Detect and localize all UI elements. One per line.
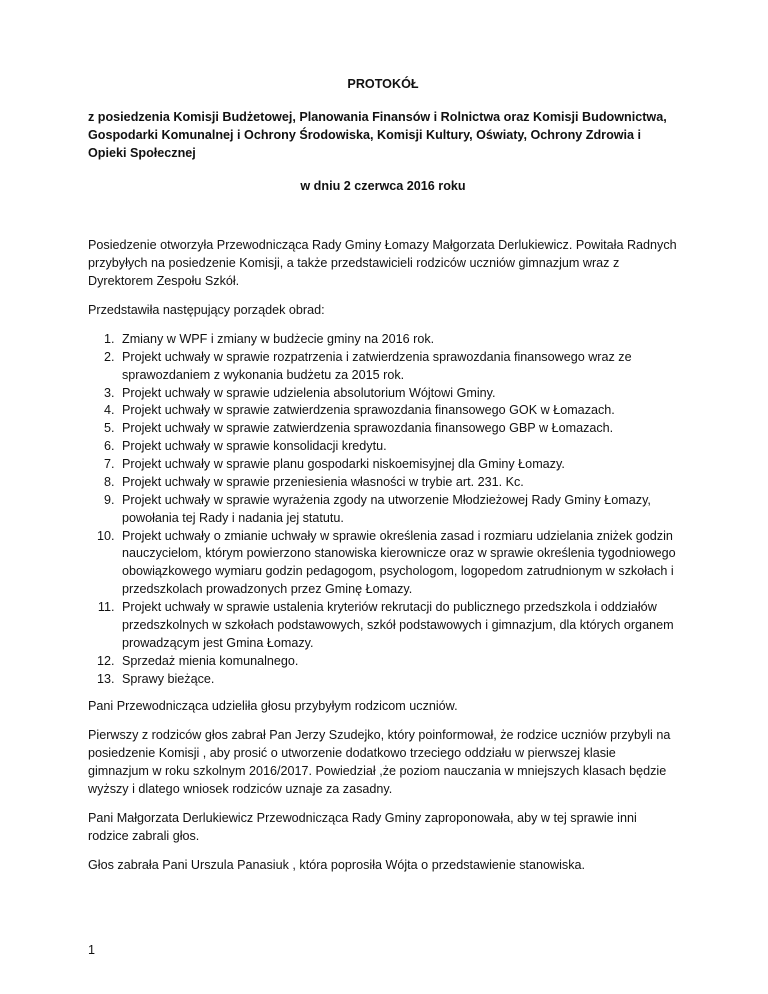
agenda-item: 11. Projekt uchwały w sprawie ustalenia kryteriów rekrutacji do publicznego przedszkola i oddziałów przedszkolnych w szkołach podstawowych, szkół podstawowych i gimnazjum, dla których organem prowadzącym jest Gmina Łomazy. xyxy=(118,599,678,653)
agenda-item: 2. Projekt uchwały w sprawie rozpatrzenia i zatwierdzenia sprawozdania finansowego wraz ze sprawozdaniem z wykonania budżetu za 2015 rok. xyxy=(118,349,678,385)
paragraph-2: Pierwszy z rodziców głos zabrał Pan Jerzy Szudejko, który poinformował, że rodzice uczniów przybyli na posiedzenie Komisji , aby prosić o utworzenie dodatkowo trzeciego oddziału w pierwszej klasie gimnazjum w roku szkolnym 2016/2017. Powiedział ,że poziom nauczania w mniejszych klasach będzie wyższy i dlatego wniosek rodziców uznaje za zasadny. xyxy=(88,728,671,796)
agenda-item: 4. Projekt uchwały w sprawie zatwierdzenia sprawozdania finansowego GOK w Łomazach. xyxy=(118,402,678,420)
intro-paragraph: Posiedzenie otworzyła Przewodnicząca Rady Gminy Łomazy Małgorzata Derlukiewicz. Powitała Radnych przybyłych na posiedzenie Komisji, a także przedstawicieli rodziców uczniów gimnazjum wraz z Dyrektorem Zespołu Szkół. xyxy=(88,238,677,289)
page-number: 1 xyxy=(88,943,96,957)
agenda-item: 6. Projekt uchwały w sprawie konsolidacji kredytu. xyxy=(118,438,678,456)
document-date: w dniu 2 czerwca 2016 roku xyxy=(300,178,466,193)
agenda-item: 8. Projekt uchwały w sprawie przeniesienia własności w trybie art. 231. Kc. xyxy=(118,474,678,492)
paragraph-3: Pani Małgorzata Derlukiewicz Przewodnicząca Rady Gminy zaproponowała, aby w tej sprawie inni rodzice zabrali głos. xyxy=(88,810,637,843)
paragraph-4: Głos zabrała Pani Urszula Panasiuk , która poprosiła Wójta o przedstawienie stanowiska. xyxy=(88,857,585,872)
agenda-item: 1. Zmiany w WPF i zmiany w budżecie gminy na 2016 rok. xyxy=(118,331,678,349)
document-title: PROTOKÓŁ xyxy=(347,77,419,91)
agenda-item: 9. Projekt uchwały w sprawie wyrażenia zgody na utworzenie Młodzieżowej Rady Gminy Łomazy, powołania tej Rady i nadania jej statutu. xyxy=(118,492,678,528)
agenda-item: 7. Projekt uchwały w sprawie planu gospodarki niskoemisyjnej dla Gminy Łomazy. xyxy=(118,456,678,474)
agenda-item: 5. Projekt uchwały w sprawie zatwierdzenia sprawozdania finansowego GBP w Łomazach. xyxy=(118,420,678,438)
agenda-item: 12. Sprzedaż mienia komunalnego. xyxy=(118,653,678,671)
document-body xyxy=(88,76,678,885)
document-subtitle: z posiedzenia Komisji Budżetowej, Planowania Finansów i Rolnictwa oraz Komisji Budownictwa, Gospodarki Komunalnej i Ochrony Środowiska, Komisji Kultury, Oświaty, Ochrony Zdrowia i Opieki Społecznej xyxy=(88,109,667,160)
agenda-item: 10. Projekt uchwały o zmianie uchwały w sprawie określenia zasad i rozmiaru udzielania zniżek godzin nauczycielom, którym powierzono stanowiska kierownicze oraz w sprawie określenia tygodniowego obowiązkowego wymiaru godzin pedagogom, psychologom, logopedom zatrudnionym w szkołach i przedszkolach prowadzonych przez Gminę Łomazy. xyxy=(118,528,678,600)
agenda-list xyxy=(88,331,678,689)
paragraph-1: Pani Przewodnicząca udzieliła głosu przybyłym rodzicom uczniów. xyxy=(88,699,458,714)
agenda-intro: Przedstawiła następujący porządek obrad: xyxy=(88,303,325,317)
agenda-item: 3. Projekt uchwały w sprawie udzielenia absolutorium Wójtowi Gminy. xyxy=(118,385,678,403)
agenda-item: 13. Sprawy bieżące. xyxy=(118,671,678,689)
